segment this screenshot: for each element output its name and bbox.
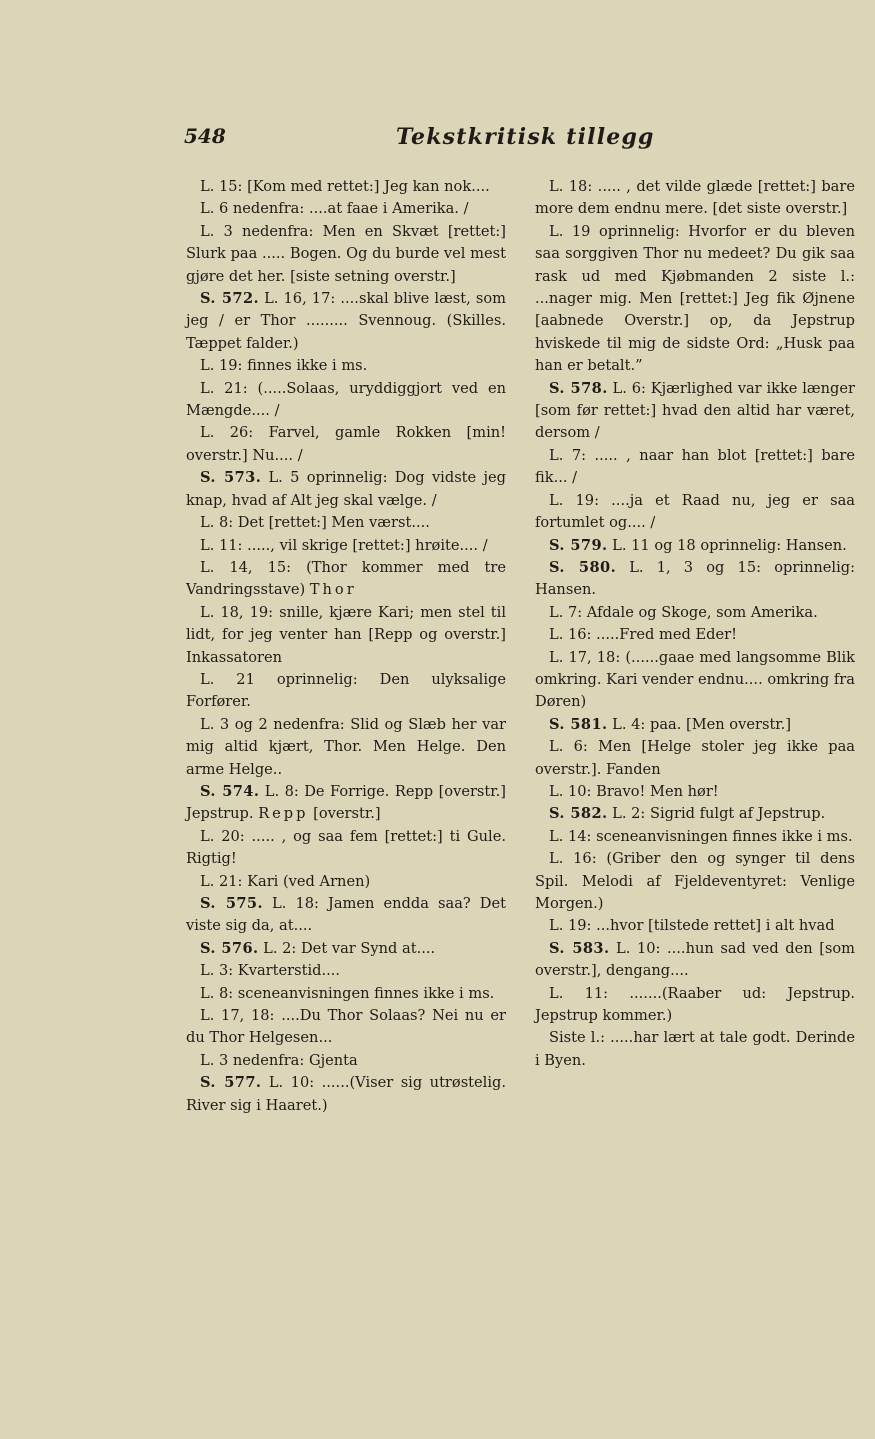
note-text: L. 1, 3 og 15: oprinnelig: Hansen.	[535, 558, 855, 599]
note-text: L. 19: ...hvor [tilstede rettet] i alt hvad	[549, 917, 835, 935]
note-text: L. 2: Sigrid fulgt af Jepstrup.	[607, 805, 826, 823]
page-ref: S. 578.	[549, 379, 608, 397]
note-entry	[186, 781, 506, 826]
note-entry	[535, 826, 855, 848]
note-entry	[535, 535, 855, 557]
note-text: L. 6: Men [Helge stoler jeg ikke paa overstr.]. Fanden	[535, 738, 855, 778]
note-entry	[535, 445, 855, 490]
note-entry	[535, 624, 855, 646]
note-entry	[186, 378, 506, 423]
page-ref: S. 579.	[549, 536, 608, 554]
note-entry	[535, 848, 855, 915]
note-text: L. 11: .......(Raaber ud: Jepstrup. Jepstrup kommer.)	[535, 984, 855, 1025]
note-text: L. 18, 19: snille, kjære Kari; men stel til lidt, for jeg venter han [Repp og overstr.] Inkassatoren	[186, 603, 506, 666]
note-text: L. 16: .....Fred med Eder!	[549, 626, 737, 644]
note-text: L. 10: Bravo! Men hør!	[549, 782, 719, 800]
note-entry	[535, 736, 855, 781]
page-number: 548	[184, 124, 226, 148]
note-entry	[535, 803, 855, 825]
note-text: L. 10: ....hun sad ved den [som overstr.], dengang....	[535, 939, 855, 980]
note-entry	[186, 198, 506, 220]
page-ref: S. 580.	[549, 558, 617, 576]
note-entry	[186, 1072, 506, 1117]
note-entry	[186, 1005, 506, 1050]
note-entry	[186, 355, 506, 377]
note-text: L. 7: ..... , naar han blot [rettet:] bare fik... /	[535, 446, 855, 487]
spaced-name: Thor	[309, 581, 357, 599]
note-text: L. 6 nedenfra: ....at faae i Amerika. /	[200, 200, 469, 218]
note-entry	[535, 221, 855, 378]
page-ref: S. 574.	[200, 782, 260, 800]
page-ref: S. 576.	[200, 939, 259, 957]
note-text: L. 21 oprinnelig: Den ulyksalige Forfører.	[186, 670, 506, 711]
note-entry	[535, 490, 855, 535]
note-text: L. 18: Jamen endda saa? Det viste sig da, at....	[186, 895, 506, 935]
note-entry	[186, 669, 506, 714]
note-entry	[535, 1027, 855, 1072]
note-text: L. 4: paa. [Men overstr.]	[607, 715, 792, 733]
note-text: L. 19: ....ja et Raad nu, jeg er saa fortumlet og.... /	[535, 491, 855, 532]
note-text: L. 11: ....., vil skrige [rettet:] hrøite.... /	[200, 536, 488, 554]
page-ref: S. 583.	[549, 939, 610, 957]
note-text: L. 3 nedenfra: Gjenta	[200, 1051, 358, 1069]
note-entry	[535, 915, 855, 937]
note-text: L. 5 oprinnelig: Dog vidste jeg knap, hvad af Alt jeg skal vælge. /	[186, 469, 506, 509]
note-entry	[186, 871, 506, 893]
note-text: L. 19 oprinnelig: Hvorfor er du bleven saa sorggiven Thor nu medeet? Du gik saa rask ud med Kjøbmanden 2 siste l.: ...nager mig. Men [rettet:] Jeg fik Øjnene [aabnede Overstr.] op, da Jepstrup hviskede til mig de sidste Ord: „Husk paa han er betalt.”	[535, 222, 855, 375]
note-text: L. 3 og 2 nedenfra: Slid og Slæb her var mig altid kjært, Thor. Men Helge. Den arme Helge..	[186, 715, 506, 778]
note-entry	[186, 557, 506, 602]
note-entry	[186, 535, 506, 557]
note-text: L. 3 nedenfra: Men en Skvæt [rettet:] Slurk paa ..... Bogen. Og du burde vel mest gjøre det her. [siste setning overstr.]	[186, 222, 506, 285]
note-entry	[186, 1050, 506, 1072]
note-entry	[535, 781, 855, 803]
note-entry	[186, 602, 506, 669]
page-ref: S. 581.	[549, 715, 608, 733]
note-text: L. 26: Farvel, gamle Rokken [min! overstr.] Nu.... /	[186, 424, 506, 464]
note-text: L. 18: ..... , det vilde glæde [rettet:] bare more dem endnu mere. [det siste overstr.]	[535, 178, 855, 218]
note-text: L. 10: ......(Viser sig utrøstelig. River sig i Haaret.)	[186, 1074, 507, 1114]
note-text: L. 11 og 18 oprinnelig: Hansen.	[607, 536, 847, 554]
note-entry	[535, 176, 855, 221]
right-text-column	[535, 176, 855, 1072]
note-text: Siste l.: .....har lært at tale godt. Derinde i Byen.	[535, 1029, 855, 1069]
note-text: L. 8: De Forrige. Repp [overstr.] Jepstrup.	[186, 782, 506, 823]
left-text-column	[186, 176, 506, 1117]
note-text: L. 21: (.....Solaas, uryddiggjort ved en Mængde.... /	[186, 379, 506, 420]
note-text: L. 20: ..... , og saa fem [rettet:] ti Gule. Rigtig!	[186, 827, 506, 868]
note-entry	[186, 221, 506, 288]
note-text: L. 3: Kvarterstid....	[200, 962, 341, 980]
page-ref: S. 573.	[200, 469, 262, 487]
note-entry	[186, 467, 506, 512]
note-entry	[186, 512, 506, 534]
note-entry	[535, 983, 855, 1028]
note-text: L. 2: Det var Synd at....	[258, 939, 436, 957]
note-entry	[535, 938, 855, 983]
note-text: L. 16, 17: ....skal blive læst, som jeg / er Thor ......... Svennoug. (Skilles. Tæppet falder.)	[186, 290, 506, 352]
note-text: L. 15: [Kom med rettet:] Jeg kan nok....	[200, 178, 490, 195]
note-entry	[186, 960, 506, 982]
note-entry	[186, 288, 506, 355]
note-text: L. 8: sceneanvisningen finnes ikke i ms.	[200, 984, 495, 1002]
note-text: L. 6: Kjærlighed var ikke længer [som før rettet:] hvad den altid har været, dersom /	[535, 379, 855, 442]
note-text: L. 17, 18: (......gaae med langsomme Blik omkring. Kari vender endnu.... omkring fra Døren)	[535, 648, 855, 711]
page-ref: S. 577.	[200, 1074, 262, 1092]
page-ref: S. 575.	[200, 895, 263, 912]
note-text: L. 19: finnes ikke i ms.	[200, 357, 368, 375]
note-text: L. 21: Kari (ved Arnen)	[200, 872, 371, 890]
note-text: L. 14, 15: (Thor kommer med tre Vandringsstave)	[186, 558, 506, 599]
page-header	[184, 124, 856, 156]
note-entry	[186, 422, 506, 467]
note-text: L. 7: Afdale og Skoge, som Amerika.	[549, 603, 818, 621]
spaced-name: Repp	[258, 805, 309, 823]
note-entry	[186, 938, 506, 960]
running-title: Tekstkritisk tillegg	[396, 124, 655, 150]
note-entry	[186, 826, 506, 871]
note-entry	[535, 557, 855, 602]
note-text: L. 14: sceneanvisningen finnes ikke i ms.	[549, 827, 853, 845]
note-text: L. 16: (Griber den og synger til dens Spil. Melodi af Fjeldeventyret: Venlige Morgen.)	[535, 850, 855, 912]
note-entry	[186, 983, 506, 1005]
note-text: [overstr.]	[308, 805, 381, 823]
note-entry	[535, 378, 855, 445]
note-entry	[186, 893, 506, 938]
page-ref: S. 582.	[549, 805, 608, 823]
note-entry	[535, 602, 855, 624]
note-entry	[535, 647, 855, 714]
note-text: L. 17, 18: ....Du Thor Solaas? Nei nu er du Thor Helgesen...	[186, 1007, 506, 1047]
note-entry	[535, 714, 855, 736]
page-ref: S. 572.	[200, 290, 259, 308]
note-text: L. 8: Det [rettet:] Men værst....	[200, 514, 430, 532]
note-entry	[186, 714, 506, 781]
note-entry	[186, 176, 506, 198]
